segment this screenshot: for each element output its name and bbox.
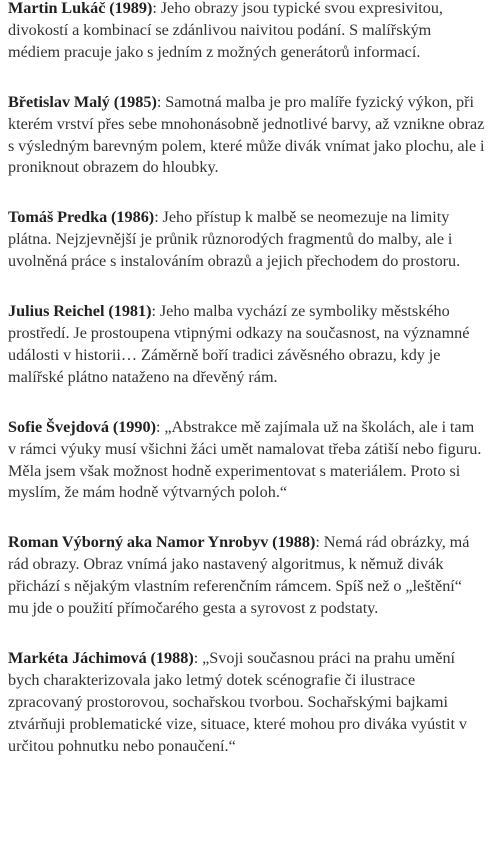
artist-name: Tomáš Predka (1986) <box>8 208 155 227</box>
artist-description: : Jeho malba vychází ze symboliky městského prostředí. Je prostoupena vtipnými odkazy na současnost, na významné události v historii… Záměrně boří tradici závěsného obrazu, kdy je malířské plátno nataženo na dřevěný rám. <box>8 302 470 386</box>
artist-description: : Jeho obrazy jsou typické svou expresivitou, divokostí a kombinací se zdánlivou naivitou podání. S malířským médiem pracuje jako s jedním z možných generátorů informací. <box>8 0 443 61</box>
artist-name: Martin Lukáč (1989) <box>8 0 153 17</box>
artist-entry-reichel <box>8 301 486 389</box>
artist-description: : Samotná malba je pro malíře fyzický výkon, při kterém vrství přes sebe mnohonásobně jednotlivé barvy, až vznikne obraz s výsledným barevným polem, které může divák vnímat jako plochu, ale i proniknout obrazem do hloubky. <box>8 92 485 177</box>
artist-name: Roman Výborný aka Namor Ynrobyv (1988) <box>8 533 316 552</box>
artist-entry-vyborny <box>8 532 486 620</box>
artist-entry-lukac <box>8 0 486 64</box>
artist-description: : „Abstrakce mě zajímala už na školách, ale i tam v rámci výuky musí všichni žáci umět namalovat třeba zátiší nebo figuru. Měla jsem však možnost hodně experimentovat s materiálem. Proto si myslím, že mám hodně výtvarných poloh.“ <box>8 417 482 502</box>
artist-entry-svejdova <box>8 417 486 505</box>
artist-description: : „Svoji současnou práci na prahu umění bych charakterizovala jako letmý dotek scénografie či ilustrace zpracovaný prostorovou, sochařskou tvorbou. Sochařskými bajkami ztvárňuji problematické vize, situace, které mohou pro diváka vyústit v určitou pohnutku nebo ponaučení.“ <box>8 648 467 755</box>
artist-entry-jachimova <box>8 648 486 758</box>
artist-name: Břetislav Malý (1985) <box>8 92 157 111</box>
artist-entry-maly <box>8 92 486 180</box>
artist-name: Markéta Jáchimová (1988) <box>8 648 194 667</box>
artist-entry-predka <box>8 207 486 273</box>
artist-name: Sofie Švejdová (1990) <box>8 417 156 436</box>
artist-description: : Nemá rád obrázky, má rád obrazy. Obraz vnímá jako nastavený algoritmus, k němuž divák přichází s nějakým vlastním referenčním rámcem. Spíš než o „leštění“ mu jde o použití přímočarého gesta a syrovost z podstaty. <box>8 533 470 618</box>
artist-name: Julius Reichel (1981) <box>8 302 152 321</box>
artist-description: : Jeho přístup k malbě se neomezuje na limity plátna. Nejzjevnější je průnik různorodých fragmentů do malby, ale i uvolněná práce s instalováním obrazů a jejich přechodem do prostoru. <box>8 208 461 271</box>
